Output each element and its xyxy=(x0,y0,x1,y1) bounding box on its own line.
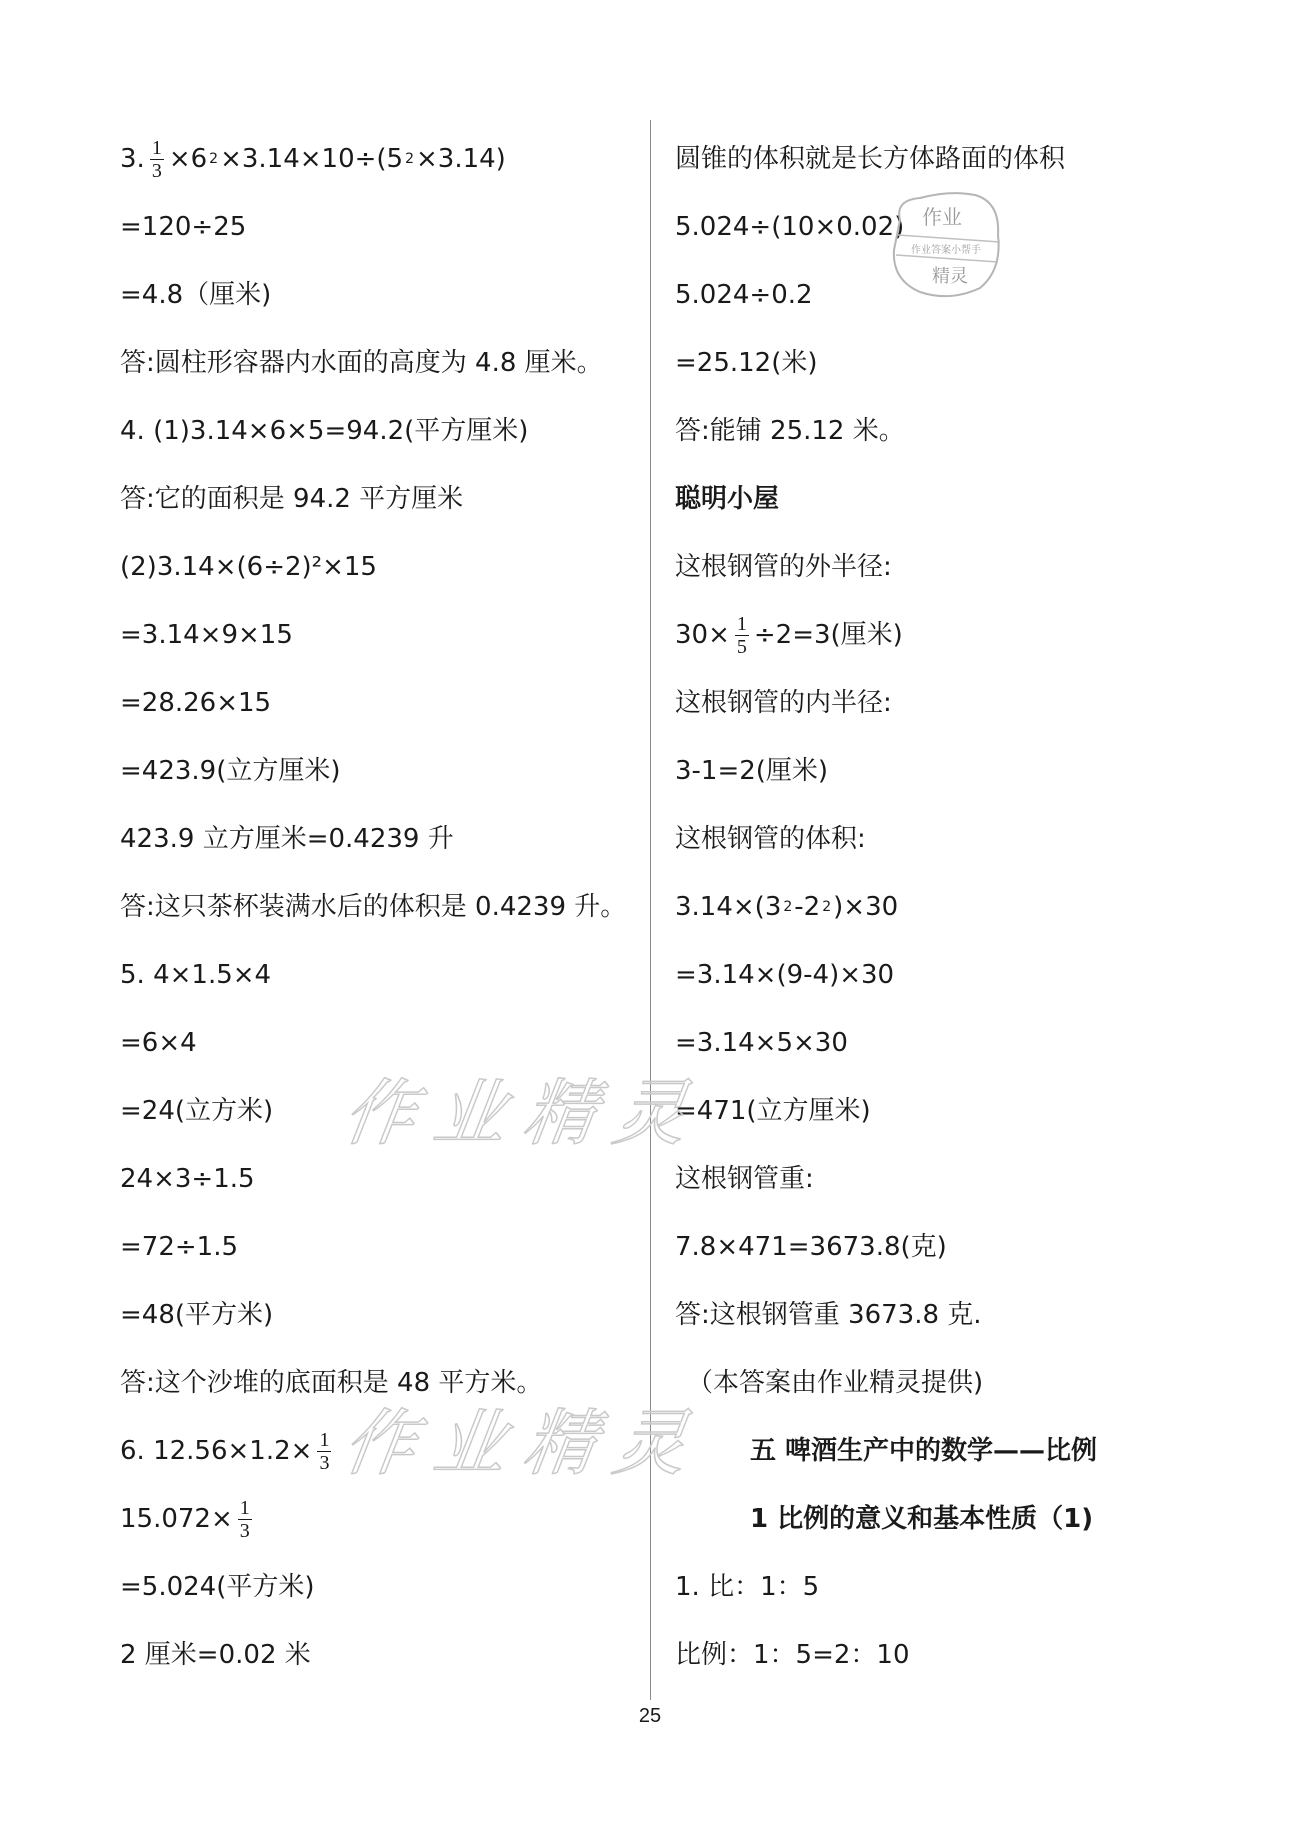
stamp-top-text: 作业 xyxy=(922,205,962,229)
exponent: 2 xyxy=(783,899,793,915)
answer-line: 答:这只茶杯装满水后的体积是 0.4239 升。 xyxy=(120,892,627,922)
text-line: 这根钢管的内半径: xyxy=(675,688,892,718)
text-line: 5.024÷(10×0.02) xyxy=(675,212,905,242)
text-line: (2)3.14×(6÷2)²×15 xyxy=(120,552,377,582)
answer-line: 答:它的面积是 94.2 平方厘米 xyxy=(120,484,464,514)
stamp-middle-text: 作业答案小帮手 xyxy=(911,245,981,256)
fraction-numerator: 1 xyxy=(736,612,747,635)
expression-part: 3.14×(3 xyxy=(675,892,782,922)
expression-part: 6. 12.56×1.2× xyxy=(120,1436,313,1466)
problem-number: 3. xyxy=(120,144,145,174)
problem-3-equation xyxy=(120,125,640,193)
fraction-denominator: 3 xyxy=(151,159,162,182)
text-line: 2 厘米=0.02 米 xyxy=(120,1640,311,1670)
fraction-numerator: 1 xyxy=(239,1496,250,1519)
exponent-equation xyxy=(675,873,1235,941)
text-line: =28.26×15 xyxy=(120,688,272,718)
text-line: 1. 比：1：5 xyxy=(675,1572,820,1602)
text-line: =3.14×9×15 xyxy=(120,620,293,650)
expression-part: ×3.14×10÷(5 xyxy=(220,144,404,174)
expression-part: ×3.14) xyxy=(416,144,506,174)
text-line: 7.8×471=3673.8(克) xyxy=(675,1232,947,1262)
section-heading: 聪明小屋 xyxy=(675,484,780,514)
text-line: 3-1=2(厘米) xyxy=(675,756,829,786)
answer-line: 答:这根钢管重 3673.8 克. xyxy=(675,1300,982,1330)
text-line: =24(立方米) xyxy=(120,1096,274,1126)
text-line: 圆锥的体积就是长方体路面的体积 xyxy=(675,144,1066,174)
fraction xyxy=(150,137,164,182)
fraction-equation xyxy=(675,601,1235,669)
text-line: 4. (1)3.14×6×5=94.2(平方厘米) xyxy=(120,416,529,446)
exponent: 2 xyxy=(405,151,414,167)
watermark-stamp-icon xyxy=(880,180,1010,310)
chapter-title: 五 啤酒生产中的数学——比例 xyxy=(750,1436,1098,1466)
exponent: 2 xyxy=(822,899,832,915)
text-line: 比例：1：5=2：10 xyxy=(675,1640,910,1670)
fraction-equation xyxy=(120,1485,640,1553)
attribution-note: （本答案由作业精灵提供) xyxy=(687,1368,984,1398)
right-column xyxy=(675,125,1235,1689)
text-line: 这根钢管重: xyxy=(675,1164,814,1194)
text-line: =3.14×(9-4)×30 xyxy=(675,960,895,990)
expression-part: 15.072× xyxy=(120,1504,233,1534)
exponent: 2 xyxy=(209,151,219,167)
expression-part: )×30 xyxy=(833,892,899,922)
stamp-bottom-text: 精灵 xyxy=(932,266,968,287)
text-line: =5.024(平方米) xyxy=(120,1572,315,1602)
fraction-denominator: 5 xyxy=(736,635,747,658)
fraction xyxy=(735,613,749,658)
fraction-numerator: 1 xyxy=(151,136,162,159)
expression-part: ×6 xyxy=(168,144,208,174)
answer-line: 答:这个沙堆的底面积是 48 平方米。 xyxy=(120,1368,543,1398)
text-line: =120÷25 xyxy=(120,212,247,242)
text-line: =471(立方厘米) xyxy=(675,1096,871,1126)
text-line: 这根钢管的外半径: xyxy=(675,552,892,582)
text-line: =48(平方米) xyxy=(120,1300,274,1330)
fraction-denominator: 3 xyxy=(319,1451,330,1474)
text-line: =423.9(立方厘米) xyxy=(120,756,341,786)
fraction-numerator: 1 xyxy=(319,1428,330,1451)
answer-line: 答:能铺 25.12 米。 xyxy=(675,416,905,446)
text-line: 这根钢管的体积: xyxy=(675,824,866,854)
fraction xyxy=(238,1497,252,1542)
lesson-title: 1 比例的意义和基本性质（1) xyxy=(750,1504,1094,1534)
text-line: =6×4 xyxy=(120,1028,197,1058)
expression-part: ÷2=3(厘米) xyxy=(753,620,903,650)
text-line: =25.12(米) xyxy=(675,348,818,378)
fraction xyxy=(317,1429,331,1474)
watermark-text: 作业精灵 xyxy=(338,1401,711,1485)
text-line: 5.024÷0.2 xyxy=(675,280,813,310)
text-line: 24×3÷1.5 xyxy=(120,1164,255,1194)
expression-part: 30× xyxy=(675,620,730,650)
text-line: =3.14×5×30 xyxy=(675,1028,848,1058)
text-line: =4.8（厘米) xyxy=(120,280,272,310)
fraction-denominator: 3 xyxy=(239,1519,250,1542)
watermark-text: 作业精灵 xyxy=(338,1071,711,1155)
text-line: 5. 4×1.5×4 xyxy=(120,960,272,990)
text-line: 423.9 立方厘米=0.4239 升 xyxy=(120,824,454,854)
text-line: =72÷1.5 xyxy=(120,1232,239,1262)
answer-line: 答:圆柱形容器内水面的高度为 4.8 厘米。 xyxy=(120,348,603,378)
expression-part: -2 xyxy=(794,892,821,922)
page-number: 25 xyxy=(638,1705,662,1727)
